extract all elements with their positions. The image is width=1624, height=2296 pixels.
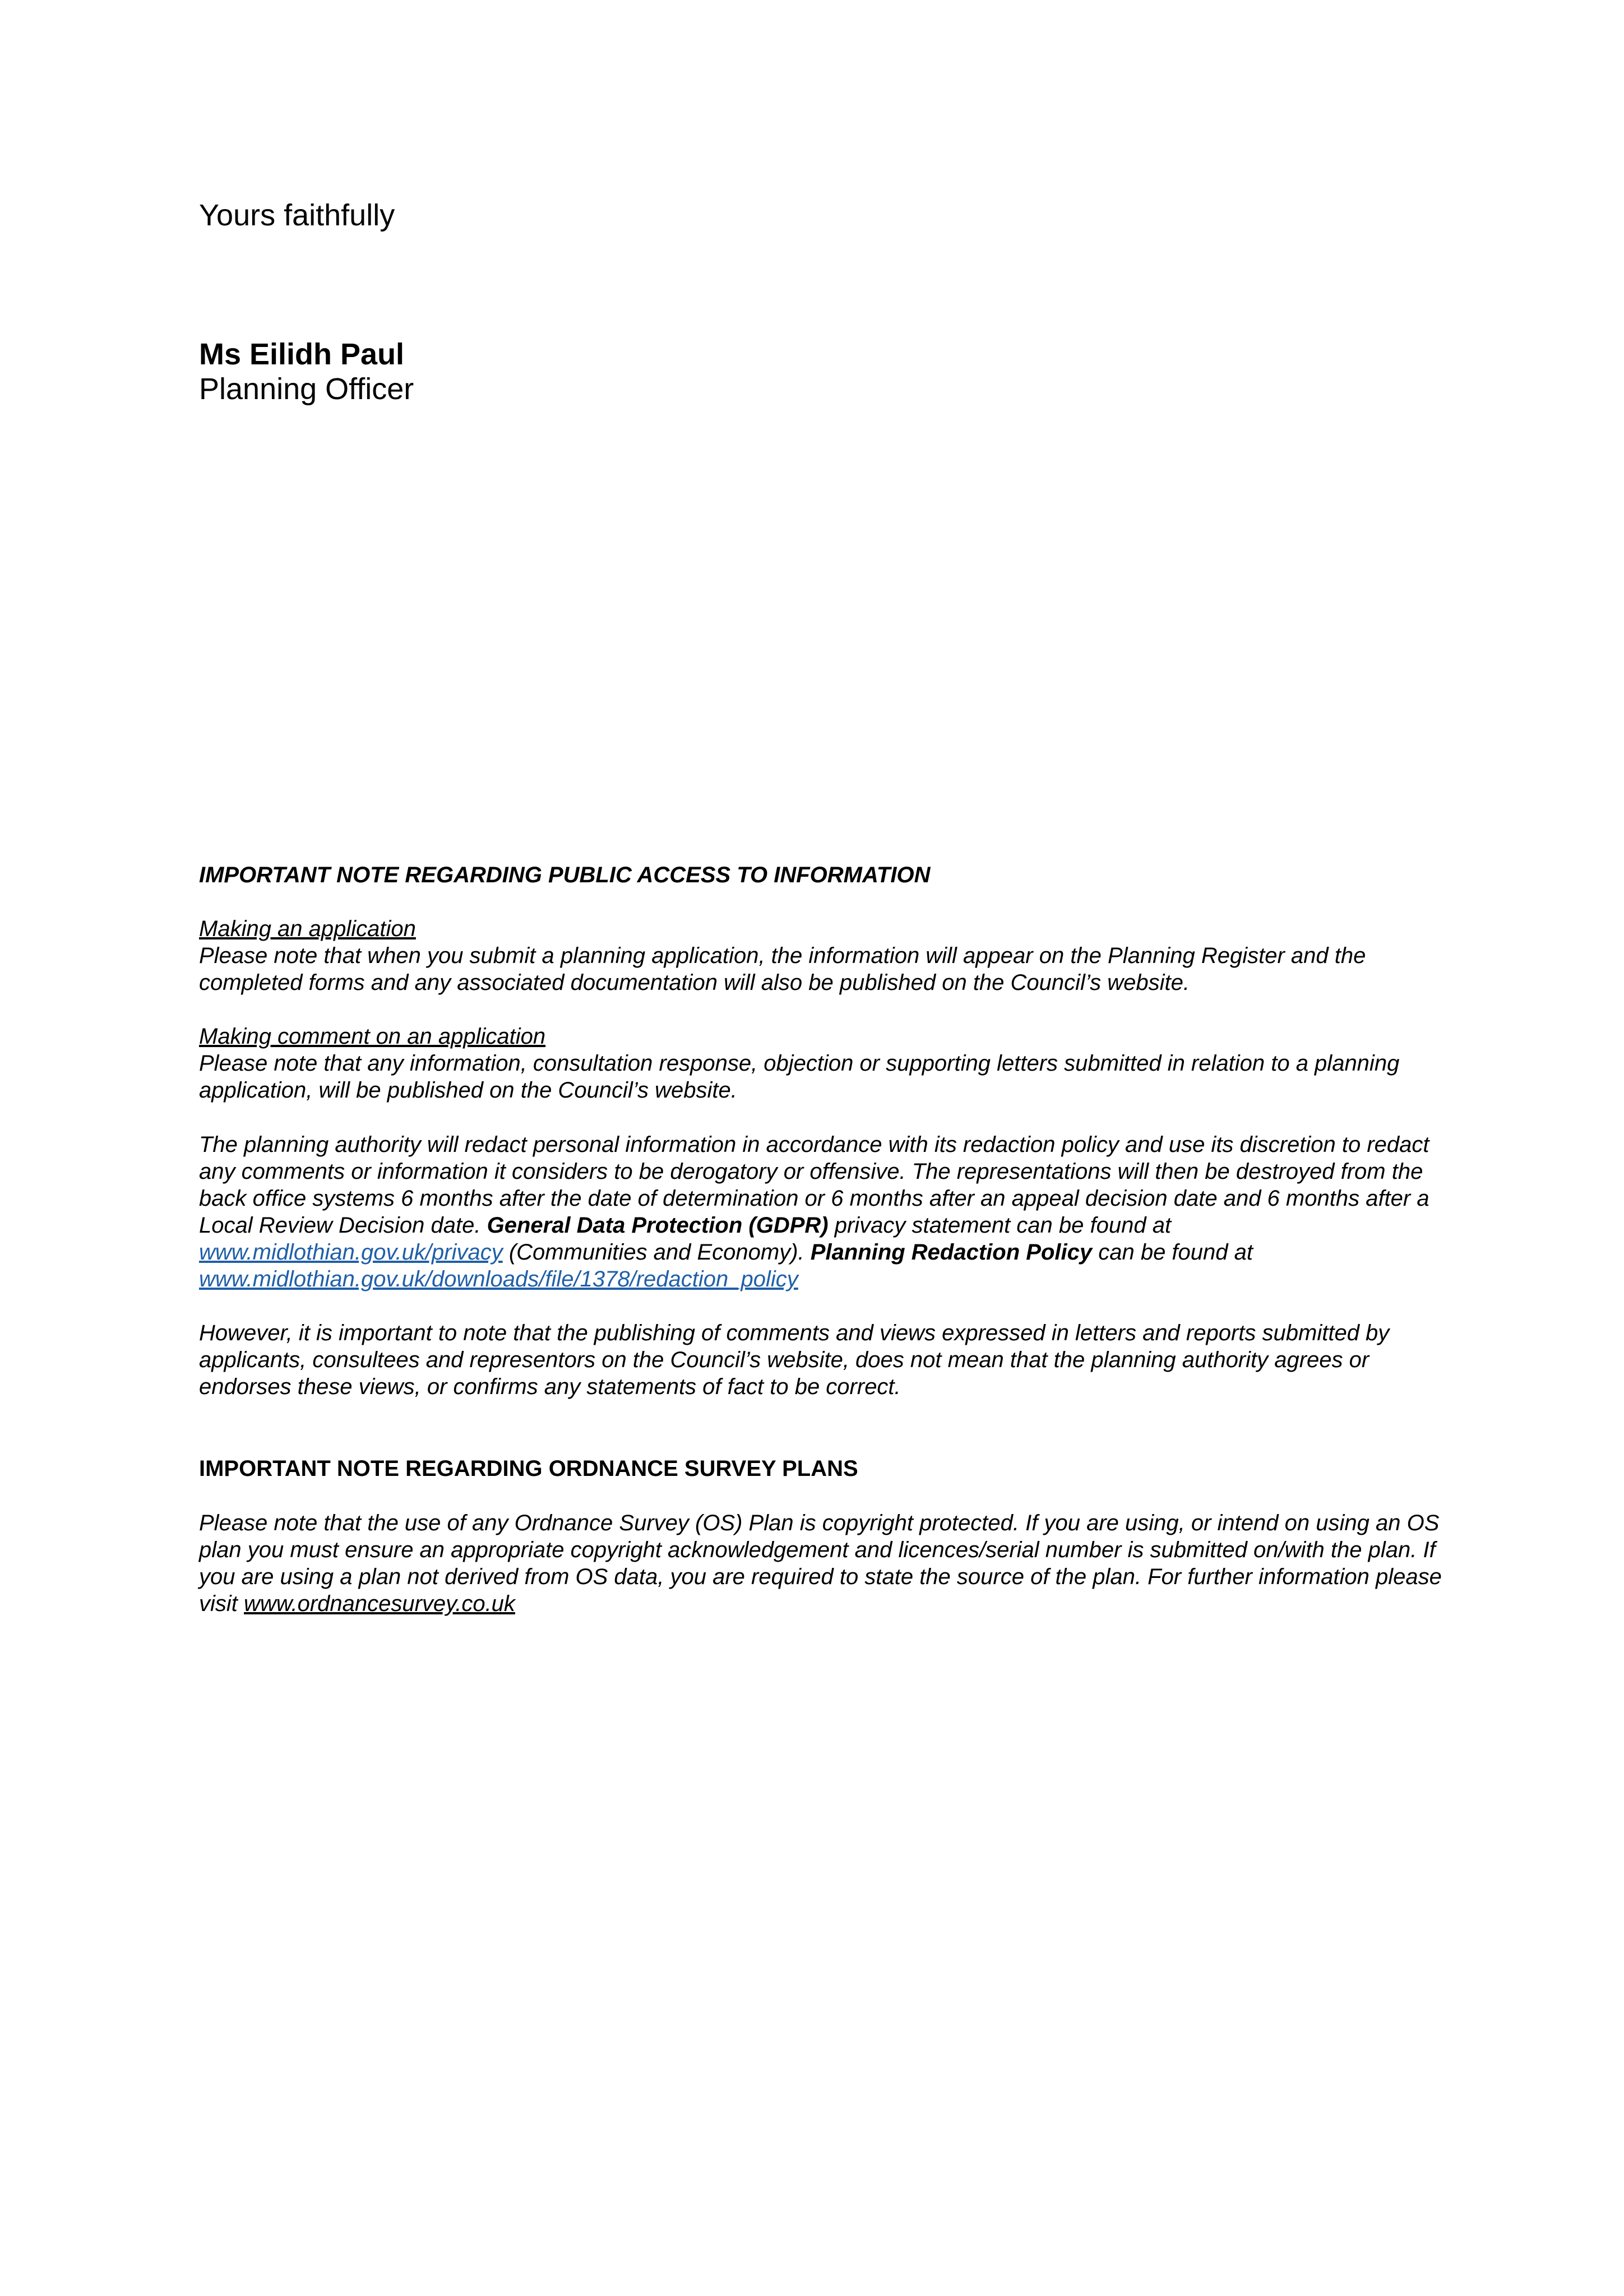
redaction-policy-label: Planning Redaction Policy [810, 1240, 1093, 1265]
signatory-role: Planning Officer [199, 372, 414, 406]
redaction-policy-text: can be found at [1092, 1240, 1253, 1265]
privacy-link[interactable]: www.midlothian.gov.uk/privacy [199, 1240, 503, 1265]
gdpr-label: General Data Protection (GDPR) [487, 1213, 829, 1238]
gdpr-text: privacy statement can be found at [828, 1213, 1172, 1238]
making-application-text: Please note that when you submit a planning application, the information will appear on the Planning Register and the completed forms and any associated documentation will also be published on the Council’s website. [199, 943, 1366, 995]
ordnance-survey-heading: IMPORTANT NOTE REGARDING ORDNANCE SURVEY PLANS [199, 1456, 858, 1481]
making-comment-title: Making comment on an application [199, 1024, 546, 1049]
privacy-suffix: (Communities and Economy). [502, 1240, 811, 1265]
ordnance-survey-paragraph [199, 1510, 1449, 1617]
closing-salutation: Yours faithfully [199, 198, 395, 232]
signatory-name: Ms Eilidh Paul [199, 337, 405, 371]
redaction-text: The planning authority will redact personal information in accordance with its redaction policy and use its discretion to redact any comments or information it considers to be derogatory or offensive. The representations will then be destroyed from the back office systems 6 months after the date of determination or 6 months after an appeal decision date and 6 months after a Local Review Decision date. [199, 1132, 1429, 1238]
making-comment-section [199, 1023, 1449, 1104]
making-application-section [199, 915, 1449, 996]
ordnance-survey-link[interactable]: www.ordnancesurvey.co.uk [244, 1591, 515, 1616]
public-access-heading: IMPORTANT NOTE REGARDING PUBLIC ACCESS TO INFORMATION [199, 863, 931, 887]
making-comment-text: Please note that any information, consultation response, objection or supporting letters submitted in relation to a planning application, will be published on the Council’s website. [199, 1051, 1400, 1103]
making-application-title: Making an application [199, 916, 416, 941]
redaction-paragraph [199, 1131, 1449, 1293]
however-paragraph: However, it is important to note that the publishing of comments and views expressed in letters and reports submitted by applicants, consultees and representors on the Council’s website, does not mean that the planning authority agrees or endorses these views, or confirms any statements of fact to be correct. [199, 1321, 1390, 1399]
ordnance-survey-text: Please note that the use of any Ordnance Survey (OS) Plan is copyright protected. If you are using, or intend on using an OS plan you must ensure an appropriate copyright acknowledgement and licences/serial number is submitted on/with the plan. If you are using a plan not derived from OS data, you are required to state the source of the plan. For further information please visit [199, 1511, 1442, 1616]
redaction-policy-link[interactable]: www.midlothian.gov.uk/downloads/file/1378/redaction_policy [199, 1267, 798, 1292]
